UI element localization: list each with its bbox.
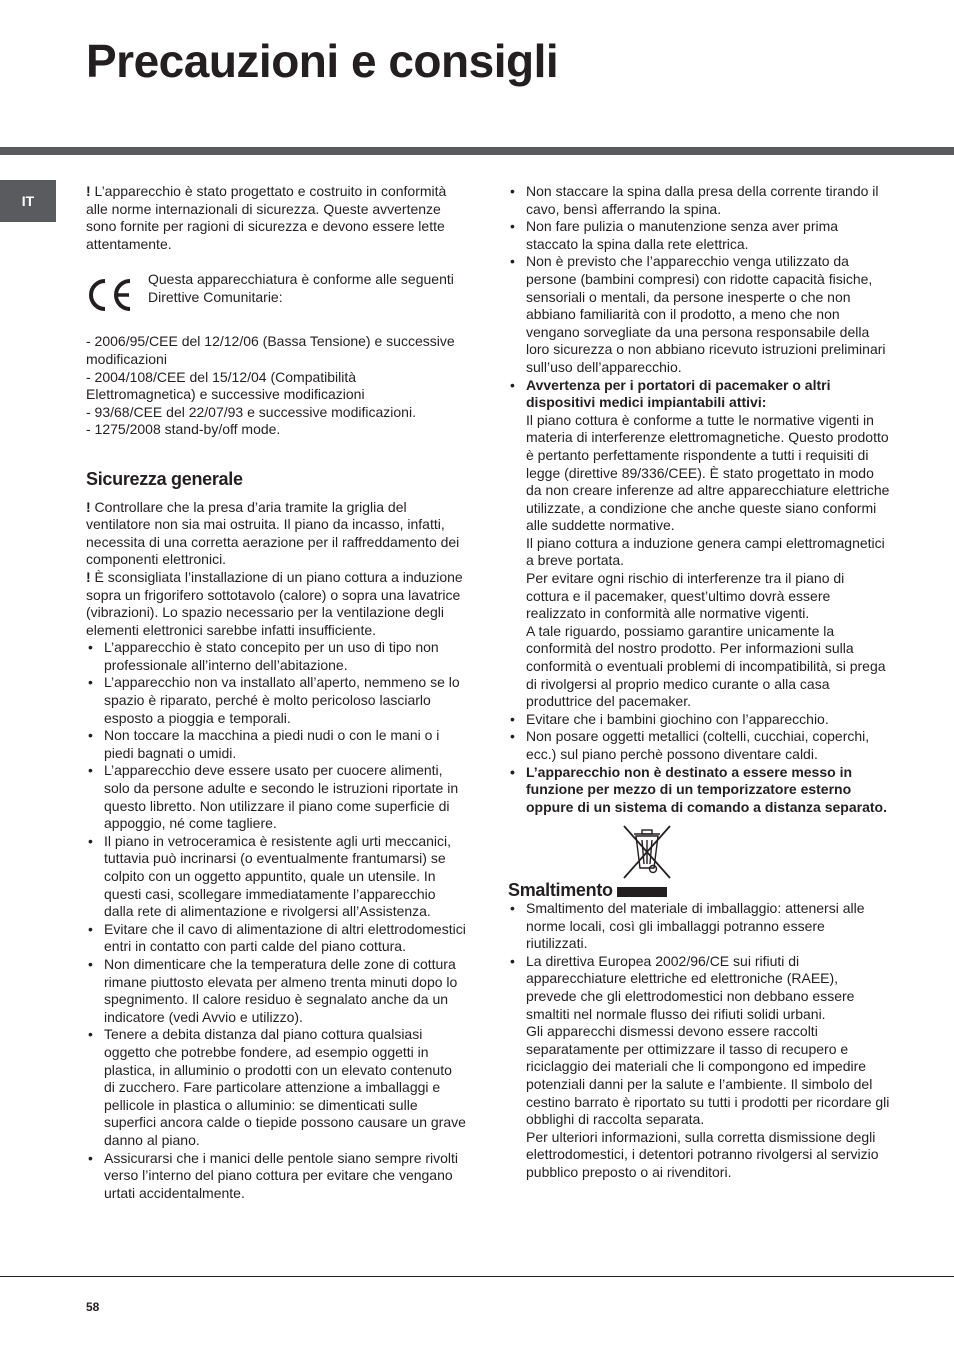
directive-item: - 93/68/CEE del 22/07/93 e successive modificazioni. [86,403,416,420]
directive-item: - 2006/95/CEE del 12/12/06 (Bassa Tensione) e successive modificazioni [86,333,455,367]
list-item: • Tenere a debita distanza dal piano cottura qualsiasi oggetto che potrebbe fondere, ad esempio oggetti in plastica, in alluminio o prodotti con un elevato contenuto di zucchero. Fare particolare attenzione a imballaggi e pellicole in plastica o alluminio: se dimenticati sulle superfici ancora calde o tiepide possono causare un grave danno al piano. [86,1026,466,1149]
safety-list [86,639,466,1202]
section-title-smaltimento: Smaltimento [508,882,890,900]
list-item-pacemaker [508,377,890,711]
list-item: • Non è previsto che l’apparecchio venga utilizzato da persone (bambini compresi) con ridotte capacità fisiche, sensoriali o mentali, da persone inesperte o che non abbiano familiarità con il prodotto, a meno che non vengano sorvegliate da una persona responsabile della loro sicurezza o non abbiano ricevuto istruzioni preliminari sull’uso dell’apparecchio. [508,253,890,376]
warning-mark: ! [86,568,91,585]
ce-text: Questa apparecchiatura è conforme alle seguenti Direttive Comunitarie: [148,271,454,305]
warning-mark: ! [86,183,91,199]
list-item: • Assicurarsi che i manici delle pentole siano sempre rivolti verso l’interno del piano cottura per evitare che vengano urtati accidentalmente. [86,1150,466,1203]
list-item: • Non toccare la macchina a piedi nudi o con le mani o i piedi bagnati o umidi. [86,727,466,762]
ce-block [86,271,466,315]
pacemaker-title: • Avvertenza per i portatori di pacemaker o altri dispositivi medici impiantabili attivi: [526,376,831,411]
warning-paragraph: ! È sconsigliata l’installazione di un piano cottura a induzione sopra un frigorifero sottotavolo (calore) o sopra una lavatrice (vibrazioni). Lo spazio necessario per la ventilazione degli elementi elettronici sarebbe infatti insufficiente. [86,568,463,638]
pacemaker-paragraph: Per evitare ogni rischio di interferenze tra il piano di cottura e il pacemaker, quest’ultimo dovrà essere realizzato in conformità alle normative vigenti. [526,570,845,622]
weee-paragraph: Per ulteriori informazioni, sulla corretta dismissione degli elettrodomestici, i detentori potranno rivolgersi al servizio pubblico preposto o ai rivenditori. [526,1128,879,1180]
footer-rule [0,1276,954,1277]
crossed-bin-icon [620,824,674,880]
warning-mark: ! [86,498,91,515]
list-item: • Non fare pulizia o manutenzione senza aver prima staccato la spina dalla rete elettrica. [508,218,890,253]
header-rule [0,147,954,155]
list-item: • Evitare che il cavo di alimentazione di altri elettrodomestici entri in contatto con parti calde del piano cottura. [86,921,466,956]
list-item: • Non posare oggetti metallici (coltelli, cucchiai, coperchi, ecc.) sul piano perchè possono diventare caldi. [508,728,890,763]
weee-paragraph: Gli apparecchi dismessi devono essere raccolti separatamente per ottimizzare il tasso di recupero e riciclaggio dei materiali che li compongono ed impedire potenziali danni per la salute e l’ambiente. Il simbolo del cestino barrato è riportato su tutti i prodotti per ricordare gli obblighi di raccolta separata. [526,1023,890,1128]
ce-mark-icon [86,271,148,315]
list-item: • L’apparecchio non è destinato a essere messo in funzione per mezzo di un temporizzatore esterno oppure di un sistema di comando a distanza separato. [508,764,890,817]
section-title-sicurezza: Sicurezza generale [86,468,243,489]
intro-paragraph: ! L’apparecchio è stato progettato e costruito in conformità alle norme internazionali di sicurezza. Queste avvertenze sono fornite per ragioni di sicurezza e devono essere lette attentamente. [86,183,447,252]
language-tab: IT [0,180,56,222]
smaltimento-bar [617,887,667,897]
list-item: • Evitare che i bambini giochino con l’apparecchio. [508,711,890,729]
directive-item: - 2004/108/CEE del 15/12/04 (Compatibilità Elettromagnetica) e successive modificazioni [86,368,365,403]
list-item: • Non dimenticare che la temperatura delle zone di cottura rimane piuttosto elevata per almeno trenta minuti dopo lo spegnimento. Il calore residuo è segnalato anche da un indicatore (vedi Avvio e utilizzo). [86,956,466,1026]
warning-paragraph: ! Controllare che la presa d’aria tramite la griglia del ventilatore non sia mai ostruita. Il piano da incasso, infatti, necessita di una corretta aerazione per il raffreddamento dei componenti elettronici. [86,498,460,568]
weee-paragraph: • La direttiva Europea 2002/96/CE sui rifiuti di apparecchiature elettriche ed elettroniche (RAEE), prevede che gli elettrodomestici non debbano essere smaltiti nel normale flusso dei rifiuti solidi urbani. [526,952,855,1022]
page-title: Precauzioni e consigli [86,35,559,87]
weee-symbol-row [508,824,890,880]
list-item: • L’apparecchio è stato concepito per un uso di tipo non professionale all’interno dell’abitazione. [86,639,466,674]
list-item: • L’apparecchio non va installato all’aperto, nemmeno se lo spazio è riparato, perché è molto pericoloso lasciarlo esposto a pioggia e temporali. [86,674,466,727]
list-item: • Il piano in vetroceramica è resistente agli urti meccanici, tuttavia può incrinarsi (o eventualmente frantumarsi) se colpito con un oggetto appuntito, quale un utensile. In questi casi, scollegare immediatamente l’apparecchio dalla rete di alimentazione e rivolgersi all’Assistenza. [86,833,466,921]
directives-list [86,333,466,439]
list-item-weee [508,953,890,1182]
pacemaker-paragraph: Il piano cottura a induzione genera campi elettromagnetici a breve portata. [526,534,885,569]
pacemaker-paragraph: A tale riguardo, possiamo garantire unicamente la conformità del nostro prodotto. Per informazioni sulla conformità o eventuali problemi di incompatibilità, si prega di rivolgersi al proprio medico curante o alla casa produttrice del pacemaker. [526,622,886,710]
pacemaker-paragraph: Il piano cottura è conforme a tutte le normative vigenti in materia di interferenze elettromagnetiche. Questo prodotto è pertanto perfettamente rispondente a tutti i requisiti di legge (direttive 89/336/CEE). È stato progettato in modo da non creare inferenze ad altre apparecchiature elettriche utilizzate, a condizione che anche queste siano conformi alle suddette normative. [526,411,890,534]
directive-item: - 1275/2008 stand-by/off mode. [86,421,281,438]
page-number: 58 [86,1300,100,1314]
safety-list-continued [508,183,890,816]
list-item: • Non staccare la spina dalla presa della corrente tirando il cavo, bensì afferrando la spina. [508,183,890,218]
left-column [86,183,466,1202]
list-item: • L’apparecchio deve essere usato per cuocere alimenti, solo da persone adulte e secondo le istruzioni riportate in questo libretto. Non utilizzare il piano come superficie di appoggio, né come tagliere. [86,762,466,832]
list-item: • Smaltimento del materiale di imballaggio: attenersi alle norme locali, così gli imballaggi potranno essere riutilizzati. [508,900,890,953]
disposal-list [508,900,890,1182]
right-column [508,183,890,1181]
